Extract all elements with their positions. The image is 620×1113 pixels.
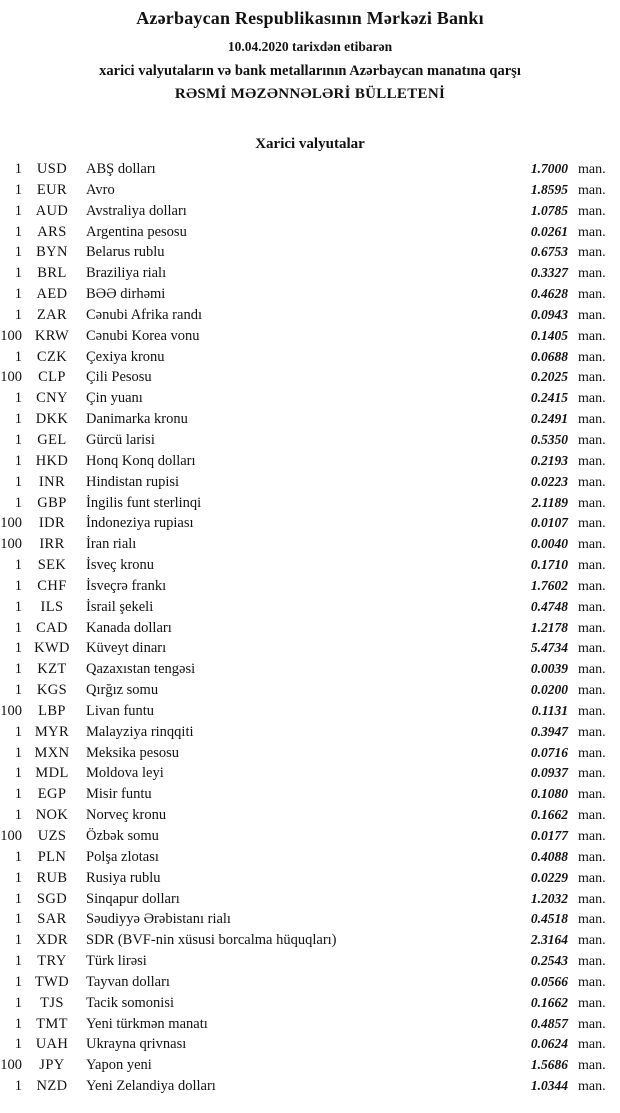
rate-value: 1.8595 (530, 181, 568, 197)
rates-table (0, 159, 620, 1097)
rate-value: 0.2025 (530, 369, 568, 385)
currency-code: HKD (35, 452, 69, 469)
currency-code: RUB (36, 869, 68, 886)
rate-unit: man. (578, 558, 606, 574)
currency-quantity: 1 (14, 431, 22, 448)
rate-value: 0.4518 (530, 911, 568, 927)
currency-code: AUD (35, 202, 69, 219)
currency-name: Yeni Zelandiya dolları (86, 1078, 216, 1095)
currency-quantity: 1 (14, 848, 22, 865)
currency-code: MYR (34, 723, 70, 740)
currency-name: BƏƏ dirhəmi (86, 286, 166, 303)
rate-unit: man. (578, 995, 606, 1011)
table-row (0, 826, 620, 847)
currency-code: DKK (35, 411, 69, 428)
rate-unit: man. (578, 641, 606, 657)
currency-code: UZS (37, 828, 67, 844)
rate-unit: man. (578, 662, 606, 678)
rate-value: 1.7602 (530, 577, 568, 593)
currency-name: Danimarka kronu (86, 411, 188, 428)
currency-code: CLP (38, 369, 66, 386)
currency-quantity: 1 (14, 390, 22, 407)
rate-value: 0.0943 (530, 306, 568, 322)
table-row (0, 743, 620, 764)
currency-quantity: 1 (14, 244, 22, 261)
currency-code: SEK (37, 557, 67, 574)
currency-code: NZD (36, 1078, 68, 1095)
rate-unit: man. (578, 495, 606, 511)
section-title-foreign-currencies: Xarici valyutalar (255, 136, 365, 152)
table-row (0, 763, 620, 784)
rate-unit: man. (578, 808, 606, 824)
rate-unit: man. (578, 412, 606, 428)
currency-name: Hindistan rupisi (86, 473, 180, 490)
table-row (0, 972, 620, 993)
rate-value: 0.0177 (530, 828, 568, 843)
table-row (0, 1055, 620, 1076)
currency-code: LBP (38, 702, 66, 719)
rate-unit: man. (578, 724, 606, 740)
rate-value: 0.0107 (530, 515, 568, 531)
table-row (0, 242, 620, 263)
currency-quantity: 1 (14, 661, 22, 678)
rate-value: 0.0688 (530, 348, 568, 364)
currency-quantity: 1 (14, 994, 22, 1011)
table-row (0, 409, 620, 430)
currency-quantity: 1 (14, 202, 22, 219)
currency-quantity: 1 (14, 452, 22, 469)
currency-quantity: 100 (0, 702, 22, 719)
rate-value: 2.3164 (530, 932, 568, 948)
rate-unit: man. (578, 578, 606, 594)
rate-unit: man. (578, 432, 606, 448)
currency-name: Yeni türkmən manatı (86, 1015, 208, 1032)
effective-date-line: 10.04.2020 tarixdən etibarən (227, 39, 393, 54)
currency-quantity: 1 (14, 306, 22, 323)
currency-code: CNY (36, 390, 68, 407)
rate-unit: man. (578, 224, 606, 240)
currency-code: GBP (37, 494, 67, 511)
rate-value: 1.5686 (530, 1057, 568, 1073)
currency-code: EGP (37, 786, 67, 803)
currency-name: İndoneziya rupiası (86, 515, 194, 532)
table-row (0, 201, 620, 222)
currency-code: KZT (37, 661, 67, 678)
rate-unit: man. (578, 1058, 606, 1074)
currency-quantity: 1 (14, 557, 22, 574)
rate-value: 0.1080 (530, 786, 568, 802)
currency-name: Çexiya kronu (86, 348, 165, 365)
rate-unit: man. (578, 974, 606, 990)
table-row (0, 430, 620, 451)
table-row (0, 263, 620, 284)
currency-name: İsveçrə frankı (86, 577, 167, 594)
currency-quantity: 1 (14, 807, 22, 824)
rate-value: 0.2193 (530, 452, 568, 468)
rate-value: 0.0223 (530, 473, 568, 489)
currency-code: USD (36, 161, 68, 177)
currency-quantity: 1 (14, 932, 22, 949)
currency-quantity: 1 (14, 1015, 22, 1032)
table-row (0, 388, 620, 409)
currency-code: CZK (36, 348, 68, 365)
currency-code: ZAR (36, 306, 68, 323)
currency-quantity: 1 (14, 1036, 22, 1053)
currency-code: IDR (38, 515, 66, 532)
rate-unit: man. (578, 370, 606, 386)
currency-quantity: 1 (14, 973, 22, 990)
currency-quantity: 1 (14, 494, 22, 511)
rate-unit: man. (578, 912, 606, 928)
currency-quantity: 1 (14, 723, 22, 740)
currency-quantity: 1 (14, 223, 22, 240)
rate-unit: man. (578, 703, 606, 719)
currency-name: İran rialı (86, 536, 137, 553)
rate-value: 0.2543 (530, 953, 568, 969)
currency-quantity: 1 (14, 744, 22, 761)
currency-code: TRY (37, 953, 67, 970)
table-row (0, 951, 620, 972)
currency-code: BYN (36, 244, 68, 261)
currency-quantity: 100 (0, 536, 22, 553)
currency-code: ILS (40, 598, 64, 615)
rate-unit: man. (578, 891, 606, 907)
currency-name: SDR (BVF-nin xüsusi borcalma hüquqları) (86, 932, 337, 949)
currency-name: Ukrayna qrivnası (86, 1036, 187, 1053)
currency-quantity: 1 (14, 473, 22, 490)
currency-name: Çili Pesosu (86, 369, 152, 386)
currency-name: Səudiyyə Ərəbistanı rialı (86, 911, 231, 928)
table-row (0, 805, 620, 826)
table-row (0, 659, 620, 680)
rate-unit: man. (578, 870, 606, 886)
table-row (0, 305, 620, 326)
currency-name: İsveç kronu (86, 557, 155, 574)
currency-code: KGS (36, 682, 68, 699)
rate-unit: man. (578, 203, 606, 219)
table-row (0, 909, 620, 930)
rate-unit: man. (578, 1079, 606, 1095)
table-row (0, 1076, 620, 1097)
rate-value: 0.3947 (530, 723, 568, 739)
currency-code: AED (36, 286, 68, 303)
currency-name: Özbək somu (86, 828, 159, 844)
currency-code: UAH (35, 1036, 69, 1053)
table-row (0, 784, 620, 805)
currency-code: MDL (35, 765, 69, 782)
rate-value: 0.2491 (530, 411, 568, 427)
bank-title: Azərbaycan Respublikasının Mərkəzi Bankı (136, 8, 484, 28)
currency-name: Avstraliya dolları (86, 202, 187, 219)
rate-unit: man. (578, 1037, 606, 1053)
currency-code: MXN (34, 744, 70, 761)
currency-name: Gürcü larisi (86, 431, 155, 448)
table-row (0, 993, 620, 1014)
table-row (0, 222, 620, 243)
currency-code: PLN (37, 848, 67, 865)
rate-unit: man. (578, 516, 606, 532)
currency-code: TWD (34, 973, 70, 990)
currency-code: KWD (34, 640, 70, 657)
currency-quantity: 1 (14, 682, 22, 699)
currency-name: Tayvan dolları (86, 973, 170, 990)
currency-name: Cənubi Korea vonu (86, 327, 200, 344)
currency-code: INR (38, 473, 66, 490)
currency-code: CHF (37, 577, 67, 594)
currency-code: TJS (40, 994, 64, 1011)
currency-name: Tacik somonisi (86, 994, 174, 1011)
rate-unit: man. (578, 787, 606, 803)
rate-value: 0.3327 (530, 265, 568, 281)
rate-value: 1.7000 (530, 161, 568, 176)
rate-value: 0.4628 (530, 286, 568, 302)
currency-code: BRL (37, 265, 67, 282)
table-row (0, 680, 620, 701)
table-row (0, 493, 620, 514)
currency-name: Qırğız somu (86, 682, 159, 699)
currency-name: Qazaxıstan tengəsi (86, 661, 196, 678)
currency-quantity: 1 (14, 286, 22, 303)
rate-unit: man. (578, 954, 606, 970)
currency-name: Argentina pesosu (86, 223, 187, 240)
rate-value: 1.2032 (530, 890, 568, 906)
rate-unit: man. (578, 745, 606, 761)
currency-name: Cənubi Afrika randı (86, 306, 202, 323)
currency-quantity: 100 (0, 828, 22, 844)
currency-name: İsrail şekeli (86, 598, 154, 615)
table-row (0, 451, 620, 472)
table-row (0, 1014, 620, 1035)
currency-code: TMT (36, 1015, 68, 1032)
rate-value: 0.0261 (530, 223, 568, 239)
currency-quantity: 1 (14, 1078, 22, 1095)
currency-name: Misir funtu (86, 786, 152, 803)
table-row (0, 367, 620, 388)
rate-unit: man. (578, 829, 606, 844)
rate-unit: man. (578, 1016, 606, 1032)
rate-unit: man. (578, 933, 606, 949)
table-row (0, 576, 620, 597)
currency-code: NOK (35, 807, 69, 824)
rate-unit: man. (578, 849, 606, 865)
table-row (0, 701, 620, 722)
currency-name: Küveyt dinarı (86, 640, 167, 657)
currency-name: Malayziya rinqqiti (86, 723, 194, 740)
currency-code: JPY (39, 1057, 65, 1074)
rate-value: 1.0785 (530, 202, 568, 218)
currency-quantity: 1 (14, 911, 22, 928)
currency-code: SAR (37, 911, 67, 928)
bulletin-name: RƏSMİ MƏZƏNNƏLƏRİ BÜLLETENİ (174, 86, 446, 102)
currency-quantity: 1 (14, 411, 22, 428)
currency-quantity: 1 (14, 640, 22, 657)
currency-quantity: 1 (14, 265, 22, 282)
currency-code: ARS (37, 223, 67, 240)
rate-value: 0.0716 (530, 744, 568, 760)
table-row (0, 347, 620, 368)
rate-unit: man. (578, 328, 606, 344)
currency-name: Yapon yeni (86, 1057, 152, 1074)
table-row (0, 847, 620, 868)
rate-value: 0.1710 (530, 557, 568, 573)
currency-quantity: 1 (14, 577, 22, 594)
rate-value: 2.1189 (531, 494, 568, 510)
currency-quantity: 1 (14, 765, 22, 782)
rate-value: 0.0937 (530, 765, 568, 781)
currency-name: İngilis funt sterlinqi (86, 494, 202, 511)
currency-name: Polşa zlotası (86, 848, 159, 865)
currency-quantity: 100 (0, 327, 22, 344)
currency-name: Braziliya rialı (86, 265, 167, 282)
currency-name: Sinqapur dolları (86, 890, 180, 907)
currency-code: GEL (37, 431, 67, 448)
currency-code: KRW (34, 327, 70, 344)
table-row (0, 534, 620, 555)
currency-code: XDR (36, 932, 68, 949)
table-row (0, 618, 620, 639)
rate-value: 0.4857 (530, 1015, 568, 1031)
currency-name: Belarus rublu (86, 244, 165, 261)
currency-quantity: 1 (14, 598, 22, 615)
rate-value: 0.4748 (530, 598, 568, 614)
rate-value: 5.4734 (530, 640, 568, 656)
rate-unit: man. (578, 287, 606, 303)
table-row (0, 597, 620, 618)
rate-unit: man. (578, 766, 606, 782)
currency-name: Moldova leyi (86, 765, 164, 782)
rate-value: 0.1662 (530, 994, 568, 1010)
bulletin-header (0, 0, 620, 104)
rate-unit: man. (578, 683, 606, 699)
rate-unit: man. (578, 620, 606, 636)
currency-code: SGD (36, 890, 68, 907)
currency-quantity: 1 (14, 786, 22, 803)
rate-value: 0.0566 (530, 973, 568, 989)
table-row (0, 159, 620, 180)
currency-code: EUR (36, 181, 68, 198)
currency-quantity: 1 (14, 619, 22, 636)
table-row (0, 722, 620, 743)
rate-value: 0.4088 (530, 848, 568, 864)
currency-code: CAD (36, 619, 68, 636)
currency-name: Norveç kronu (86, 807, 167, 824)
rate-value: 0.0229 (530, 869, 568, 885)
currency-name: Avro (86, 181, 115, 198)
rate-unit: man. (578, 349, 606, 365)
currency-name: Kanada dolları (86, 619, 172, 636)
currency-quantity: 1 (14, 348, 22, 365)
rate-value: 0.1405 (530, 327, 568, 343)
currency-quantity: 1 (14, 953, 22, 970)
rate-unit: man. (578, 453, 606, 469)
rate-value: 0.1131 (531, 702, 568, 718)
rate-value: 0.0624 (530, 1036, 568, 1052)
currency-name: Türk lirəsi (86, 953, 147, 970)
currency-quantity: 100 (0, 369, 22, 386)
rate-value: 0.5350 (530, 431, 568, 447)
table-row (0, 889, 620, 910)
rate-value: 0.0040 (530, 536, 568, 552)
table-row (0, 1034, 620, 1055)
table-row (0, 472, 620, 493)
table-row (0, 555, 620, 576)
rate-unit: man. (578, 182, 606, 198)
currency-quantity: 1 (14, 181, 22, 198)
currency-quantity: 100 (0, 515, 22, 532)
rate-unit: man. (578, 162, 606, 177)
currency-name: Rusiya rublu (86, 869, 161, 886)
rate-unit: man. (578, 307, 606, 323)
rate-value: 0.0039 (530, 661, 568, 677)
currency-name: Meksika pesosu (86, 744, 180, 761)
currency-name: ABŞ dolları (86, 161, 156, 177)
table-row (0, 930, 620, 951)
currency-name: Livan funtu (86, 702, 155, 719)
rate-value: 0.2415 (530, 390, 568, 406)
rate-value: 0.1662 (530, 807, 568, 823)
rate-unit: man. (578, 474, 606, 490)
currency-quantity: 1 (14, 890, 22, 907)
rate-unit: man. (578, 391, 606, 407)
rate-value: 0.0200 (530, 682, 568, 698)
bulletin-subtitle: xarici valyutaların və bank metallarının Azərbaycan manatına qarşı (99, 63, 521, 79)
currency-name: Çin yuanı (86, 390, 143, 407)
rate-value: 1.0344 (530, 1078, 568, 1094)
rate-value: 0.6753 (530, 244, 568, 260)
rate-value: 1.2178 (530, 619, 568, 635)
rate-unit: man. (578, 245, 606, 261)
table-row (0, 284, 620, 305)
table-row (0, 513, 620, 534)
currency-quantity: 1 (14, 161, 22, 177)
table-row (0, 868, 620, 889)
table-row (0, 638, 620, 659)
rate-unit: man. (578, 537, 606, 553)
rate-unit: man. (578, 266, 606, 282)
table-row (0, 180, 620, 201)
currency-name: Honq Konq dolları (86, 452, 196, 469)
currency-code: IRR (39, 536, 65, 553)
currency-quantity: 1 (14, 869, 22, 886)
rate-unit: man. (578, 599, 606, 615)
currency-quantity: 100 (0, 1057, 22, 1074)
table-row (0, 326, 620, 347)
